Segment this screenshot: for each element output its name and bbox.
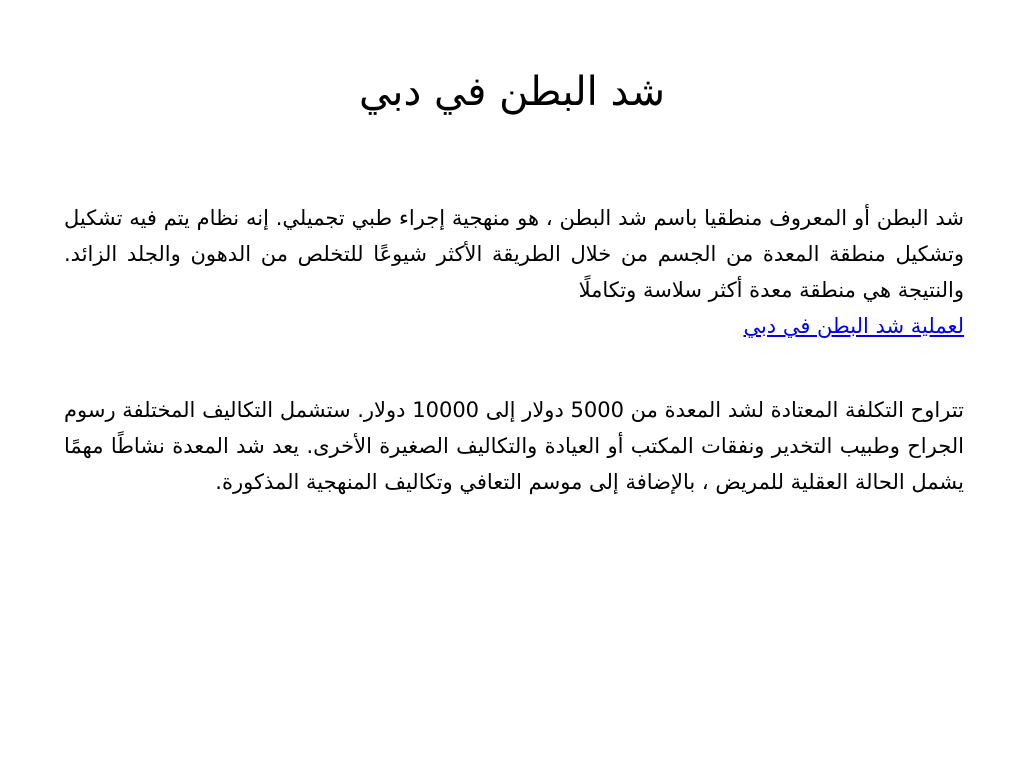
paragraph-intro-text: شد البطن أو المعروف منطقيا باسم شد البطن ، هو منهجية إجراء طبي تجميلي. إنه نظام يتم فيه تشكيل وتشكيل منطقة المعدة من الجسم من خلال الطريقة الأكثر شيوعًا للتخلص من الدهون والجلد الزائد. والنتيجة هي منطقة معدة أكثر سلاسة وتكاملًا [64, 206, 964, 302]
paragraph-cost: تتراوح التكلفة المعتادة لشد المعدة من 5000 دولار إلى 10000 دولار. ستشمل التكاليف المختلفة رسوم الجراح وطبيب التخدير ونفقات المكتب أو العيادة والتكاليف الصغيرة الأخرى. يعد شد المعدة نشاطًا مهمًا يشمل الحالة العقلية للمريض ، بالإضافة إلى موسم التعافي وتكاليف المنهجية المذكورة. [64, 398, 964, 494]
tummy-tuck-dubai-link[interactable]: لعملية شد البطن في دبي [743, 314, 964, 338]
paragraph-intro [64, 200, 964, 344]
slide-title: شد البطن في دبي [358, 69, 666, 115]
slide-body [64, 200, 964, 500]
